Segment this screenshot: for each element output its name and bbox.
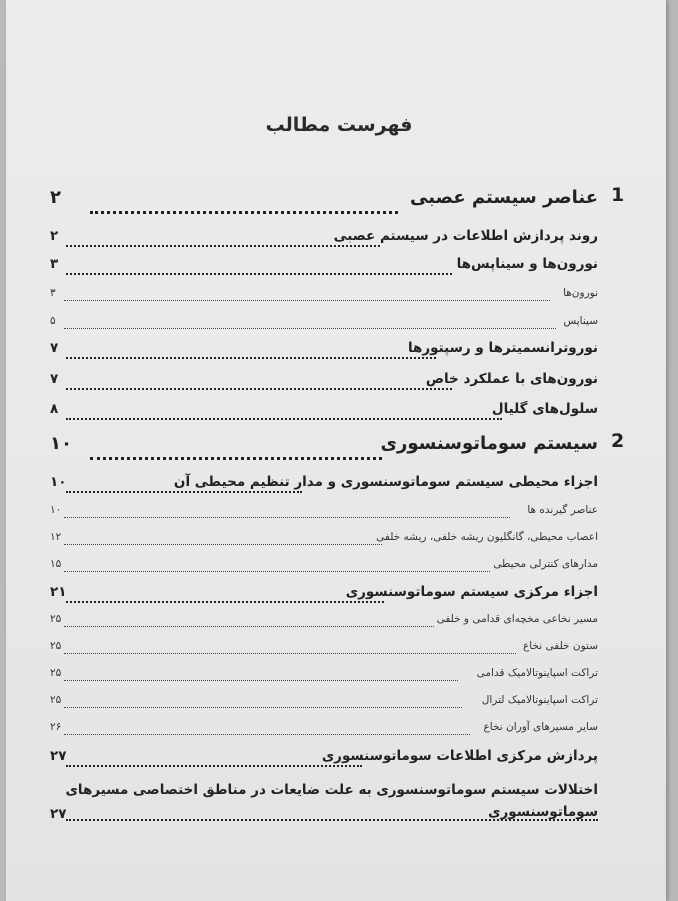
toc-entry[interactable] <box>50 315 598 328</box>
toc-entry[interactable] <box>50 694 598 707</box>
toc-entry[interactable] <box>50 558 598 571</box>
page-number: ۳ <box>50 287 56 299</box>
page-number: ۲۱ <box>50 584 67 600</box>
page-number: ۲ <box>50 187 61 208</box>
page-number: ۷ <box>50 371 59 387</box>
toc-entry[interactable] <box>50 474 598 491</box>
toc-entry[interactable] <box>50 584 598 601</box>
toc-entry[interactable] <box>50 371 598 388</box>
entry-title: اختلالات سیستم سوماتوسنسوری به علت ضایعات در مناطق اختصاصی مسیرهای سوماتوسنسوری <box>65 782 598 820</box>
entry-title: اجزاء مرکزی سیستم سوماتوسنسوری <box>345 584 598 600</box>
page-number: ۷ <box>50 340 59 356</box>
page-number: ۲۷ <box>50 748 67 764</box>
toc-entry[interactable] <box>50 721 598 734</box>
chapter-title: عناصر سیستم عصبی <box>410 187 598 208</box>
page-number: ۳ <box>50 256 59 272</box>
entry-title: تراکت اسپاینوتالامیک قدامی <box>476 667 598 679</box>
page-number: ۲۵ <box>50 640 62 652</box>
page-number: ۱۰ <box>50 433 72 454</box>
toc-title: فهرست مطالب <box>265 114 413 136</box>
page-number: ۲۶ <box>50 721 62 733</box>
toc-entry[interactable] <box>50 613 598 626</box>
chapter-number: 1 <box>611 184 625 206</box>
chapter-heading[interactable] <box>50 433 598 457</box>
chapter-number: 2 <box>611 430 625 452</box>
toc-entry[interactable] <box>50 401 598 418</box>
page-number: ۱۰ <box>50 474 67 490</box>
page-number: ۲۷ <box>50 806 67 822</box>
page-number: ۲۵ <box>50 694 62 706</box>
page-number: ۵ <box>50 315 56 327</box>
toc-entry[interactable] <box>50 504 598 517</box>
page-number: ۲۵ <box>50 667 62 679</box>
chapter-heading[interactable] <box>50 187 598 211</box>
entry-title: تراکت اسپاینوتالامیک لترال <box>481 694 598 706</box>
toc-entry[interactable] <box>50 228 598 245</box>
toc-entry[interactable] <box>50 748 598 765</box>
chapter-title: سیستم سوماتوسنسوری <box>380 433 598 454</box>
entry-title: سلول‌های گلیال <box>491 401 598 417</box>
page-number: ۲ <box>50 228 59 244</box>
entry-title: ستون خلفی نخاع <box>523 640 598 652</box>
entry-title: سیناپس <box>563 315 598 327</box>
toc-entry[interactable] <box>50 779 598 827</box>
page-number: ۱۲ <box>50 531 62 543</box>
page-number: ۱۵ <box>50 558 62 570</box>
entry-title: سایر مسیرهای آوران نخاع <box>483 721 598 733</box>
entry-title: روند پردازش اطلاعات در سیستم عصبی <box>333 228 598 244</box>
entry-title: نورون‌ها و سیناپس‌ها <box>456 256 598 272</box>
entry-title: عناصر گیرنده ها <box>527 504 598 516</box>
toc-entry[interactable] <box>50 287 598 300</box>
toc-entry[interactable] <box>50 531 598 544</box>
entry-title: نوروترانسمیترها و رسپتورها <box>407 340 598 356</box>
page-number: ۱۰ <box>50 504 62 516</box>
entry-title: نورون‌ها <box>563 287 598 299</box>
entry-title: مدارهای کنترلی محیطی <box>493 558 598 570</box>
toc-entry[interactable] <box>50 340 598 357</box>
entry-title: پردازش مرکزی اطلاعات سوماتوسنسوری <box>321 748 598 764</box>
entry-title: نورون‌های با عملکرد خاص <box>425 371 598 387</box>
entry-title: اجزاء محیطی سیستم سوماتوسنسوری و مدار تنظیم محیطی آن <box>173 474 598 490</box>
entry-title: مسیر نخاعی مخچه‌ای قدامی و خلفی <box>436 613 598 625</box>
page-number: ۸ <box>50 401 59 417</box>
entry-title: اعصاب محیطی، گانگلیون ریشه خلفی، ریشه خلفی <box>376 531 598 543</box>
page-number: ۲۵ <box>50 613 62 625</box>
toc-entry[interactable] <box>50 256 598 273</box>
toc-entry[interactable] <box>50 640 598 653</box>
toc-entry[interactable] <box>50 667 598 680</box>
